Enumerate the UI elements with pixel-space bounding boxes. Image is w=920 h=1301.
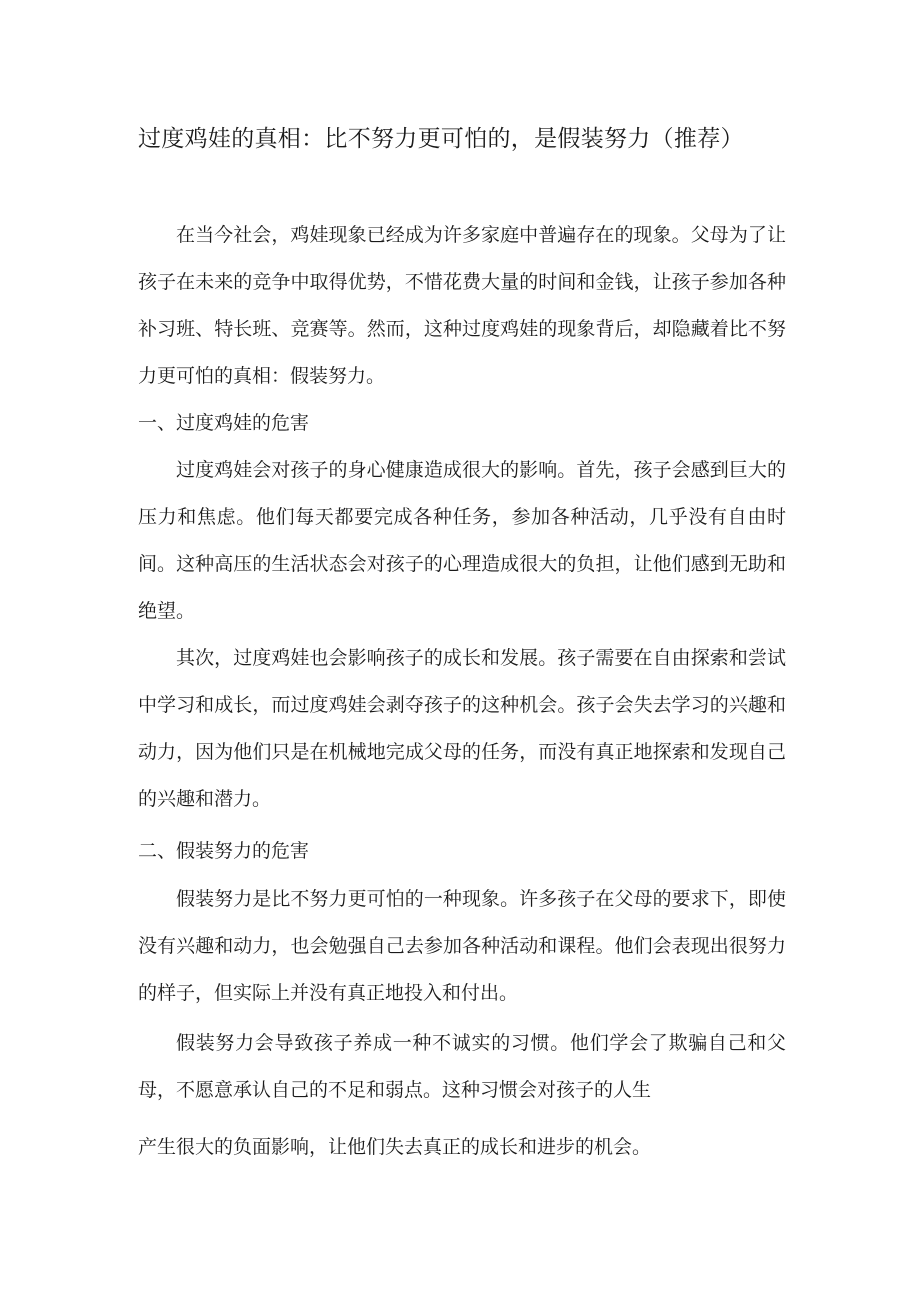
paragraph-harm-2: 其次，过度鸡娃也会影响孩子的成长和发展。孩子需要在自由探索和尝试中学习和成长，而过度鸡娃会剥夺孩子的这种机会。孩子会失去学习的兴趣和动力，因为他们只是在机械地完成父母的任务，而没有真正地探索和发现自己的兴趣和潜力。 — [138, 647, 786, 810]
paragraph-pretend-2: 假装努力会导致孩子养成一种不诚实的习惯。他们学会了欺骗自己和父母，不愿意承认自己的不足和弱点。这种习惯会对孩子的人生 — [138, 1032, 786, 1101]
section-heading-2: 二、假装努力的危害 — [138, 840, 310, 862]
paragraph-pretend-2-continued: 产生很大的负面影响，让他们失去真正的成长和进步的机会。 — [138, 1136, 652, 1158]
paragraph-harm-1: 过度鸡娃会对孩子的身心健康造成很大的影响。首先，孩子会感到巨大的压力和焦虑。他们每天都要完成各种任务，参加各种活动，几乎没有自由时间。这种高压的生活状态会对孩子的心理造成很大的负担，让他们感到无助和绝望。 — [138, 459, 786, 622]
paragraph-intro: 在当今社会，鸡娃现象已经成为许多家庭中普遍存在的现象。父母为了让孩子在未来的竞争中取得优势，不惜花费大量的时间和金钱，让孩子参加各种补习班、特长班、竞赛等。然而，这种过度鸡娃的现象背后，却隐藏着比不努力更可怕的真相：假装努力。 — [138, 224, 786, 387]
section-heading-1: 一、过度鸡娃的危害 — [138, 412, 310, 434]
paragraph-pretend-1: 假装努力是比不努力更可怕的一种现象。许多孩子在父母的要求下，即使没有兴趣和动力，也会勉强自己去参加各种活动和课程。他们会表现出很努力的样子，但实际上并没有真正地投入和付出。 — [138, 888, 786, 1004]
document-title: 过度鸡娃的真相：比不努力更可怕的，是假装努力（推荐） — [138, 126, 744, 152]
